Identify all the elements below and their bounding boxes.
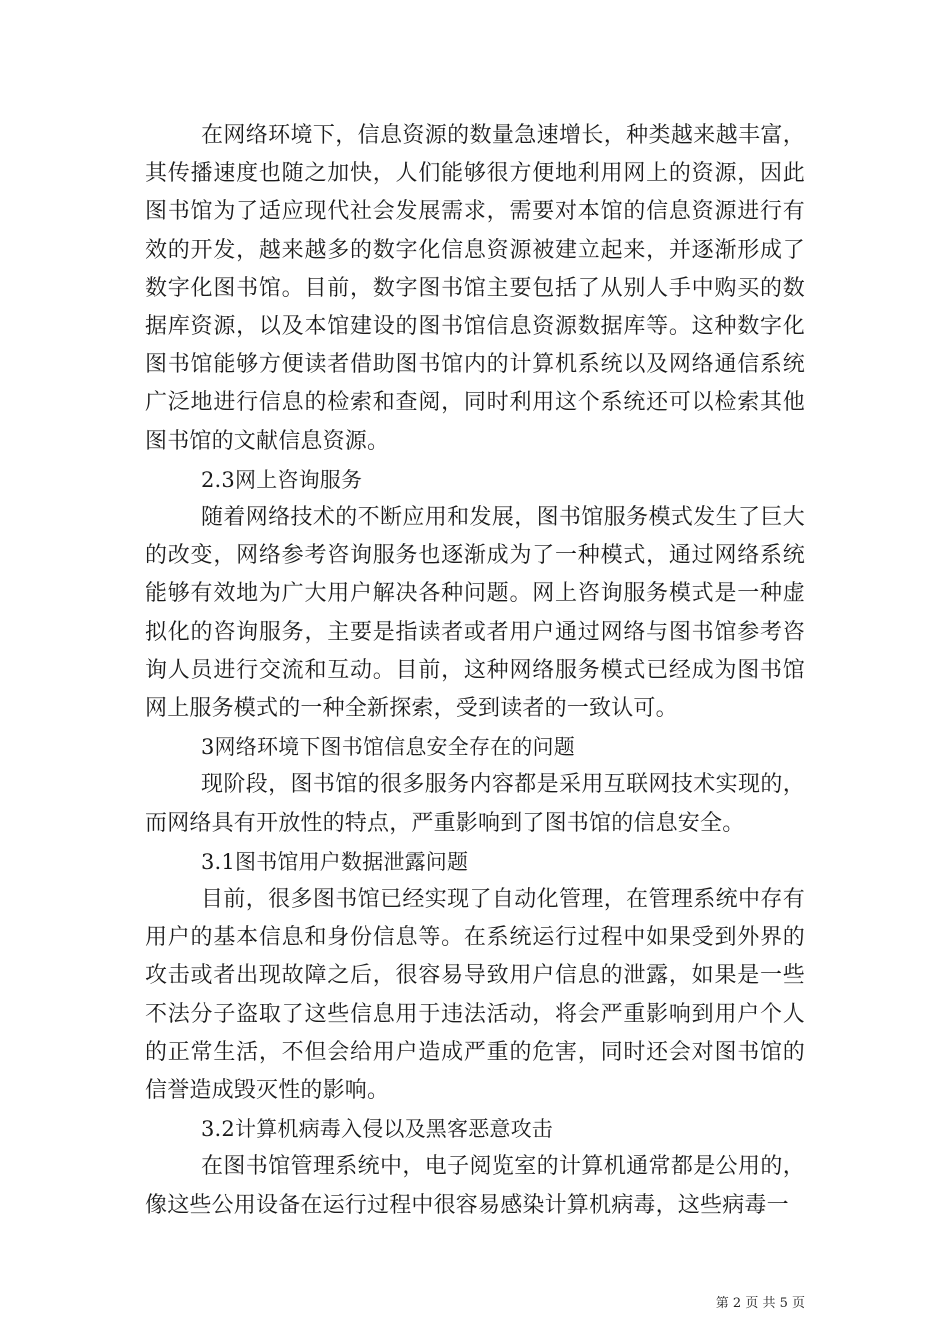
paragraph: 随着网络技术的不断应用和发展，图书馆服务模式发生了巨大的改变，网络参考咨询服务也逐渐成为了一种模式，通过网络系统能够有效地为广大用户解决各种问题。网上咨询服务模式是一种虚拟化的咨询服务，主要是指读者或者用户通过网络与图书馆参考咨询人员进行交流和互动。目前，这种网络服务模式已经成为图书馆网上服务模式的一种全新探索，受到读者的一致认可。 bbox=[145, 505, 805, 722]
section-heading: 2.3网上咨询服务 bbox=[201, 467, 363, 492]
document-body bbox=[145, 117, 805, 1225]
section-heading: 3.1图书馆用户数据泄露问题 bbox=[201, 849, 469, 874]
paragraph: 目前，很多图书馆已经实现了自动化管理，在管理系统中存有用户的基本信息和身份信息等。在系统运行过程中如果受到外界的攻击或者出现故障之后，很容易导致用户信息的泄露，如果是一些不法分子盗取了这些信息用于违法活动，将会严重影响到用户个人的正常生活，不但会给用户造成严重的危害，同时还会对图书馆的信誉造成毁灭性的影响。 bbox=[145, 887, 805, 1104]
page-number-footer: 第 2 页 共 5 页 bbox=[715, 1296, 805, 1311]
section-heading: 3网络环境下图书馆信息安全存在的问题 bbox=[201, 735, 575, 760]
paragraph: 现阶段，图书馆的很多服务内容都是采用互联网技术实现的，而网络具有开放性的特点，严重影响到了图书馆的信息安全。 bbox=[145, 772, 805, 836]
section-heading: 3.2计算机病毒入侵以及黑客恶意攻击 bbox=[201, 1117, 553, 1142]
paragraph: 在图书馆管理系统中，电子阅览室的计算机通常都是公用的，像这些公用设备在运行过程中很容易感染计算机病毒，这些病毒一 bbox=[145, 1154, 805, 1218]
paragraph: 在网络环境下，信息资源的数量急速增长，种类越来越丰富，其传播速度也随之加快，人们能够很方便地利用网上的资源，因此图书馆为了适应现代社会发展需求，需要对本馆的信息资源进行有效的开发，越来越多的数字化信息资源被建立起来，并逐渐形成了数字化图书馆。目前，数字图书馆主要包括了从别人手中购买的数据库资源，以及本馆建设的图书馆信息资源数据库等。这种数字化图书馆能够方便读者借助图书馆内的计算机系统以及网络通信系统广泛地进行信息的检索和查阅，同时利用这个系统还可以检索其他图书馆的文献信息资源。 bbox=[145, 123, 805, 454]
